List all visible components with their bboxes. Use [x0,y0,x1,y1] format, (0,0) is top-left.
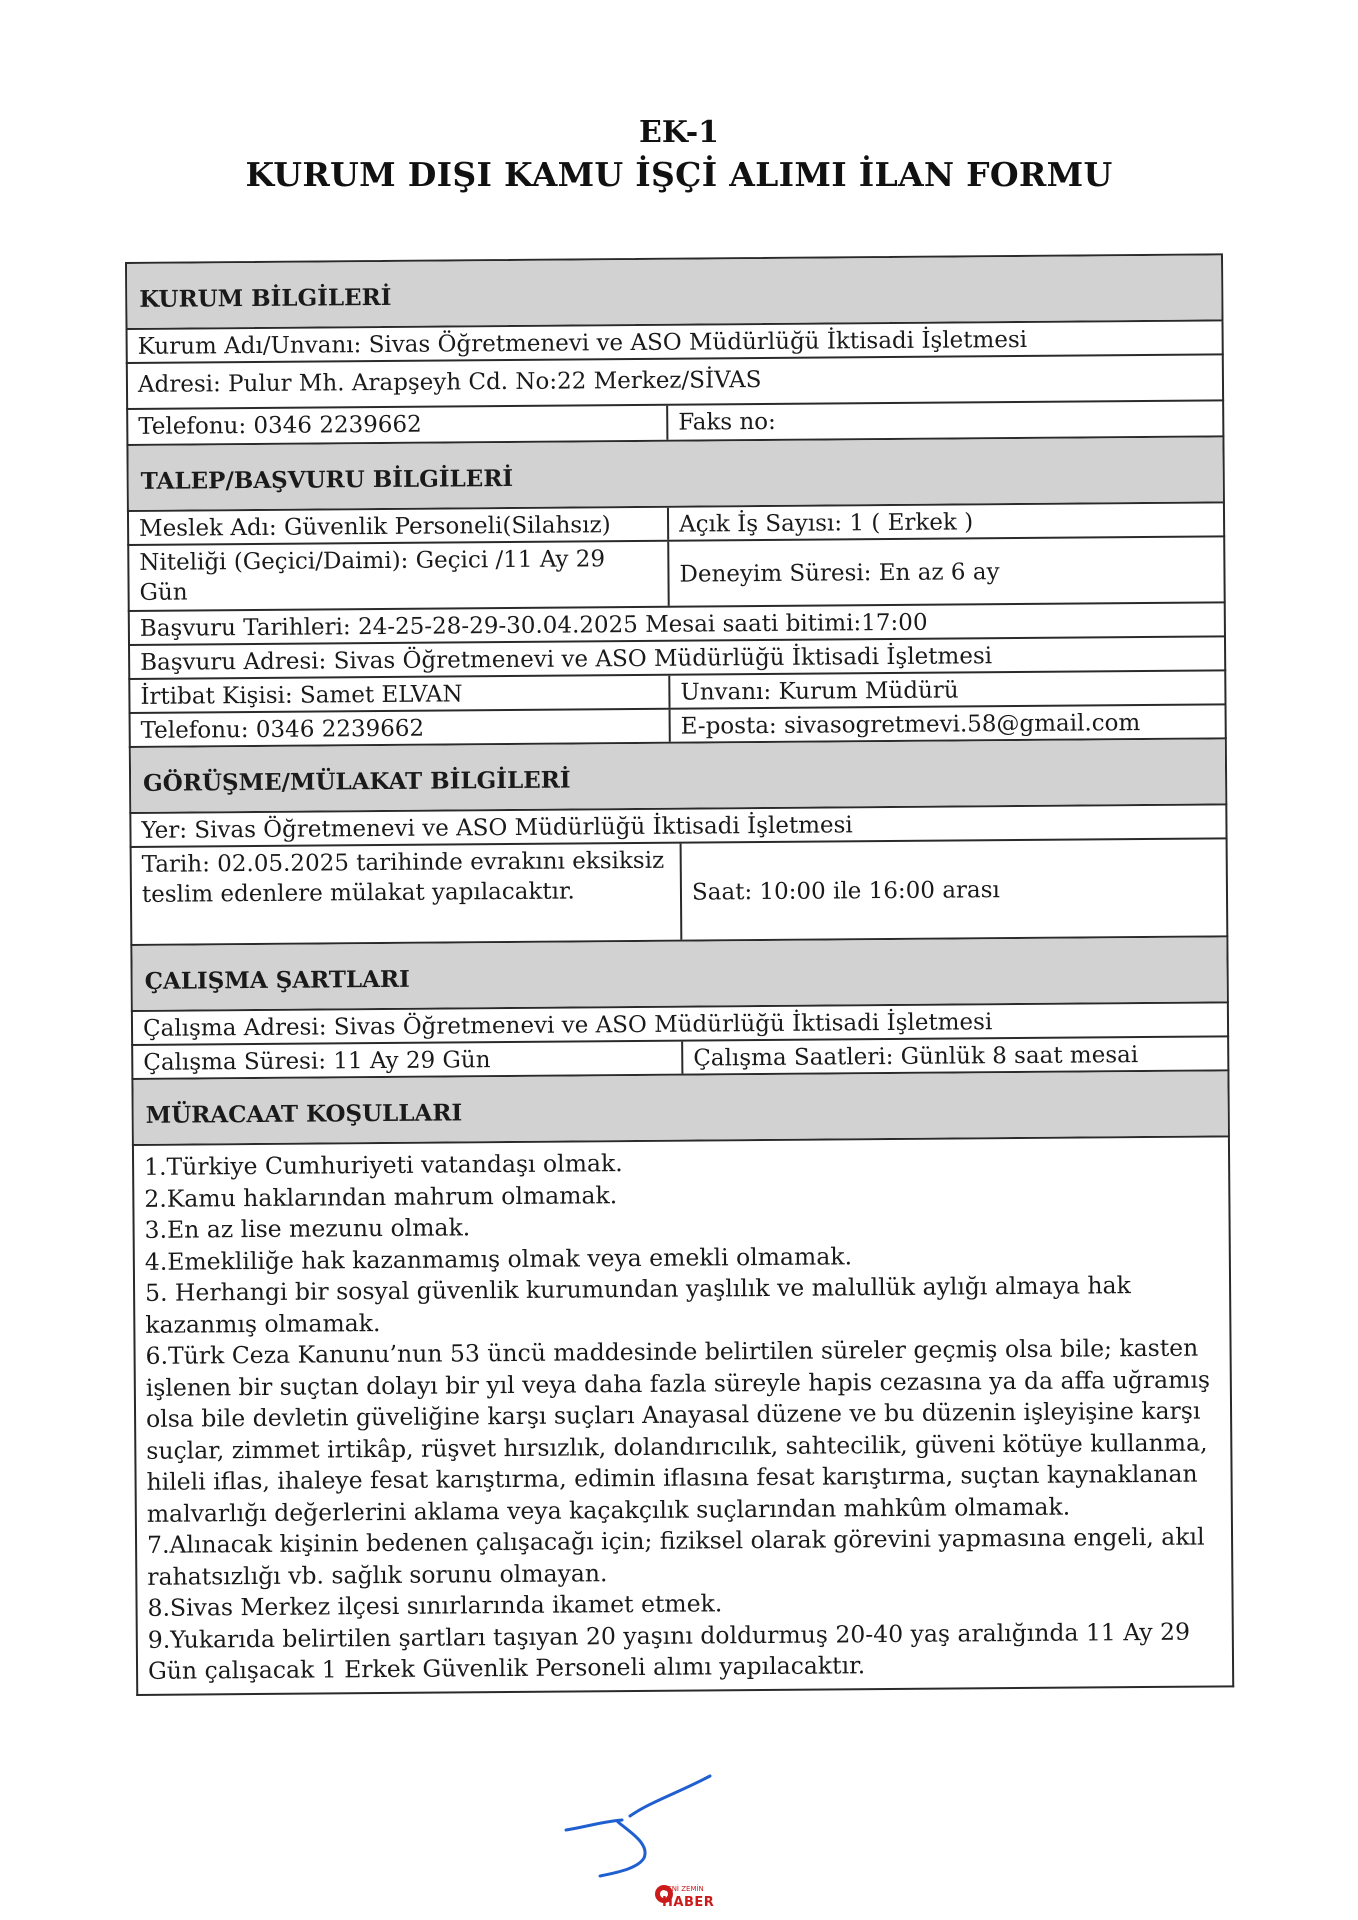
nature: Niteliği (Geçici/Daimi): Geçici /11 Ay 29 Gün [129,542,669,610]
application-dates: Başvuru Tarihleri: 24-25-28-29-30.04.2025 Mesai saati bitimi:17:00 [139,609,928,642]
kurum-phone: Telefonu: 0346 2239662 [128,406,668,444]
form-code: EK-1 [638,115,720,150]
work-address: Çalışma Adresi: Sivas Öğretmenevi ve ASO Müdürlüğü İktisadi İşletmesi [142,1009,993,1042]
logo-text: HABER [662,1895,715,1910]
openings: Açık İş Sayısı: 1 ( Erkek ) [678,509,974,538]
condition-item: 4.Emekliliğe hak kazanmamış olmak veya emekli olmamak. [144,1241,853,1276]
signature [560,1772,760,1882]
section-title-muracaat: MÜRACAAT KOŞULLARI [133,1071,1227,1144]
condition-item: 8.Sivas Merkez ilçesi sınırlarında ikamet etmek. [147,1589,723,1622]
contact-person: İrtibat Kişisi: Samet ELVAN [130,676,670,712]
section-title-calisma: ÇALIŞMA ŞARTLARI [132,937,1226,1010]
section-calisma [130,937,1228,1012]
row-interview-date [130,839,1229,946]
section-muracaat [131,1071,1229,1146]
condition-item: 6.Türk Ceza Kanunu’nun 53 üncü maddesinde belirtilen süreler geçmiş olsa bile; kasten işlenen bir suçtan dolayı bir yıl veya daha fazla süreyle hapis cezasına ya da affa uğramış olsa bile devletin güveliğine karşı suçları Anayasal düzene ve bu düzenin işleyişine karşı suçlar, zimmet irtikâp, rüşvet hırsızlık, dolandırıcılık, sahtecilik, güveni kötüye kullanma, hileli iflas, ihaleye fesat karıştırma, edimin iflasına fesat karıştırma, suçtan kaynaklanan malvarlığı değerlerini aklama veya kaçakçılık suçlarından mahkûm olmamak. [145,1333,1211,1528]
condition-item: 9.Yukarıda belirtilen şartları taşıyan 20 yaşını doldurmuş 20-40 yaş aralığında 11 Ay 29 Gün çalışacak 1 Erkek Güvenlik Personeli alımı yapılacaktır. [147,1617,1191,1685]
application-address: Başvuru Adresi: Sivas Öğretmenevi ve ASO Müdürlüğü İktisadi İşletmesi [140,643,993,676]
work-duration: Çalışma Süresi: 11 Ay 29 Gün [133,1042,683,1078]
logo-small-text: YENİ ZEMİN [663,1885,704,1893]
interview-place: Yer: Sivas Öğretmenevi ve ASO Müdürlüğü İktisadi İşletmesi [141,812,853,844]
section-title-kurum: KURUM BİLGİLERİ [127,255,1221,328]
form-title: KURUM DIŞI KAMU İŞÇİ ALIMI İLAN FORMU [245,155,1113,194]
row-nature [127,537,1225,612]
condition-item: 3.En az lise mezunu olmak. [144,1213,471,1244]
condition-item: 1.Türkiye Cumhuriyeti vatandaşı olmak. [143,1149,623,1181]
interview-time: Saat: 10:00 ile 16:00 arası [691,877,1000,906]
kurum-name: Kurum Adı/Unvanı: Sivas Öğretmenevi ve ASO Müdürlüğü İktisadi İşletmesi [137,326,1028,360]
contact-title: Unvanı: Kurum Müdürü [680,677,959,706]
contact-phone: Telefonu: 0346 2239662 [131,710,671,746]
conditions-list [134,1137,1232,1693]
announcement-form [125,253,1234,1695]
kurum-fax: Faks no: [678,408,776,436]
condition-item: 7.Alınacak kişinin bedenen çalışacağı için; fiziksel olarak görevini yapmasına engeli, akıl rahatsızlığı vb. sağlık sorunu olmayan. [146,1522,1205,1591]
occupation: Meslek Adı: Güvenlik Personeli(Silahsız) [129,508,669,544]
contact-email: E-posta: sivasogretmevi.58@gmail.com [680,710,1141,740]
row-conditions [132,1137,1234,1695]
condition-item: 5. Herhangi bir sosyal güvenlik kurumundan yaşlılık ve malullük aylığı almaya hak kazanmış olmamak. [144,1271,1131,1339]
section-kurum [125,253,1224,330]
condition-item: 2.Kamu haklarından mahrum olmamak. [144,1180,618,1213]
section-title-gorusme: GÖRÜŞME/MÜLAKAT BİLGİLERİ [131,739,1225,812]
section-talep [126,437,1224,512]
kurum-address: Adresi: Pulur Mh. Arapşeyh Cd. No:22 Merkez/SİVAS [137,367,762,398]
work-hours: Çalışma Saatleri: Günlük 8 saat mesai [693,1042,1139,1072]
experience: Deneyim Süresi: En az 6 ay [679,559,1000,588]
signature-stroke [566,1776,710,1876]
section-gorusme [129,739,1227,814]
section-title-talep: TALEP/BAŞVURU BİLGİLERİ [128,437,1222,510]
interview-date: Tarih: 02.05.2025 tarihinde evrakını eksiksiz teslim edenlere mülakat yapılacaktır. [132,844,683,944]
